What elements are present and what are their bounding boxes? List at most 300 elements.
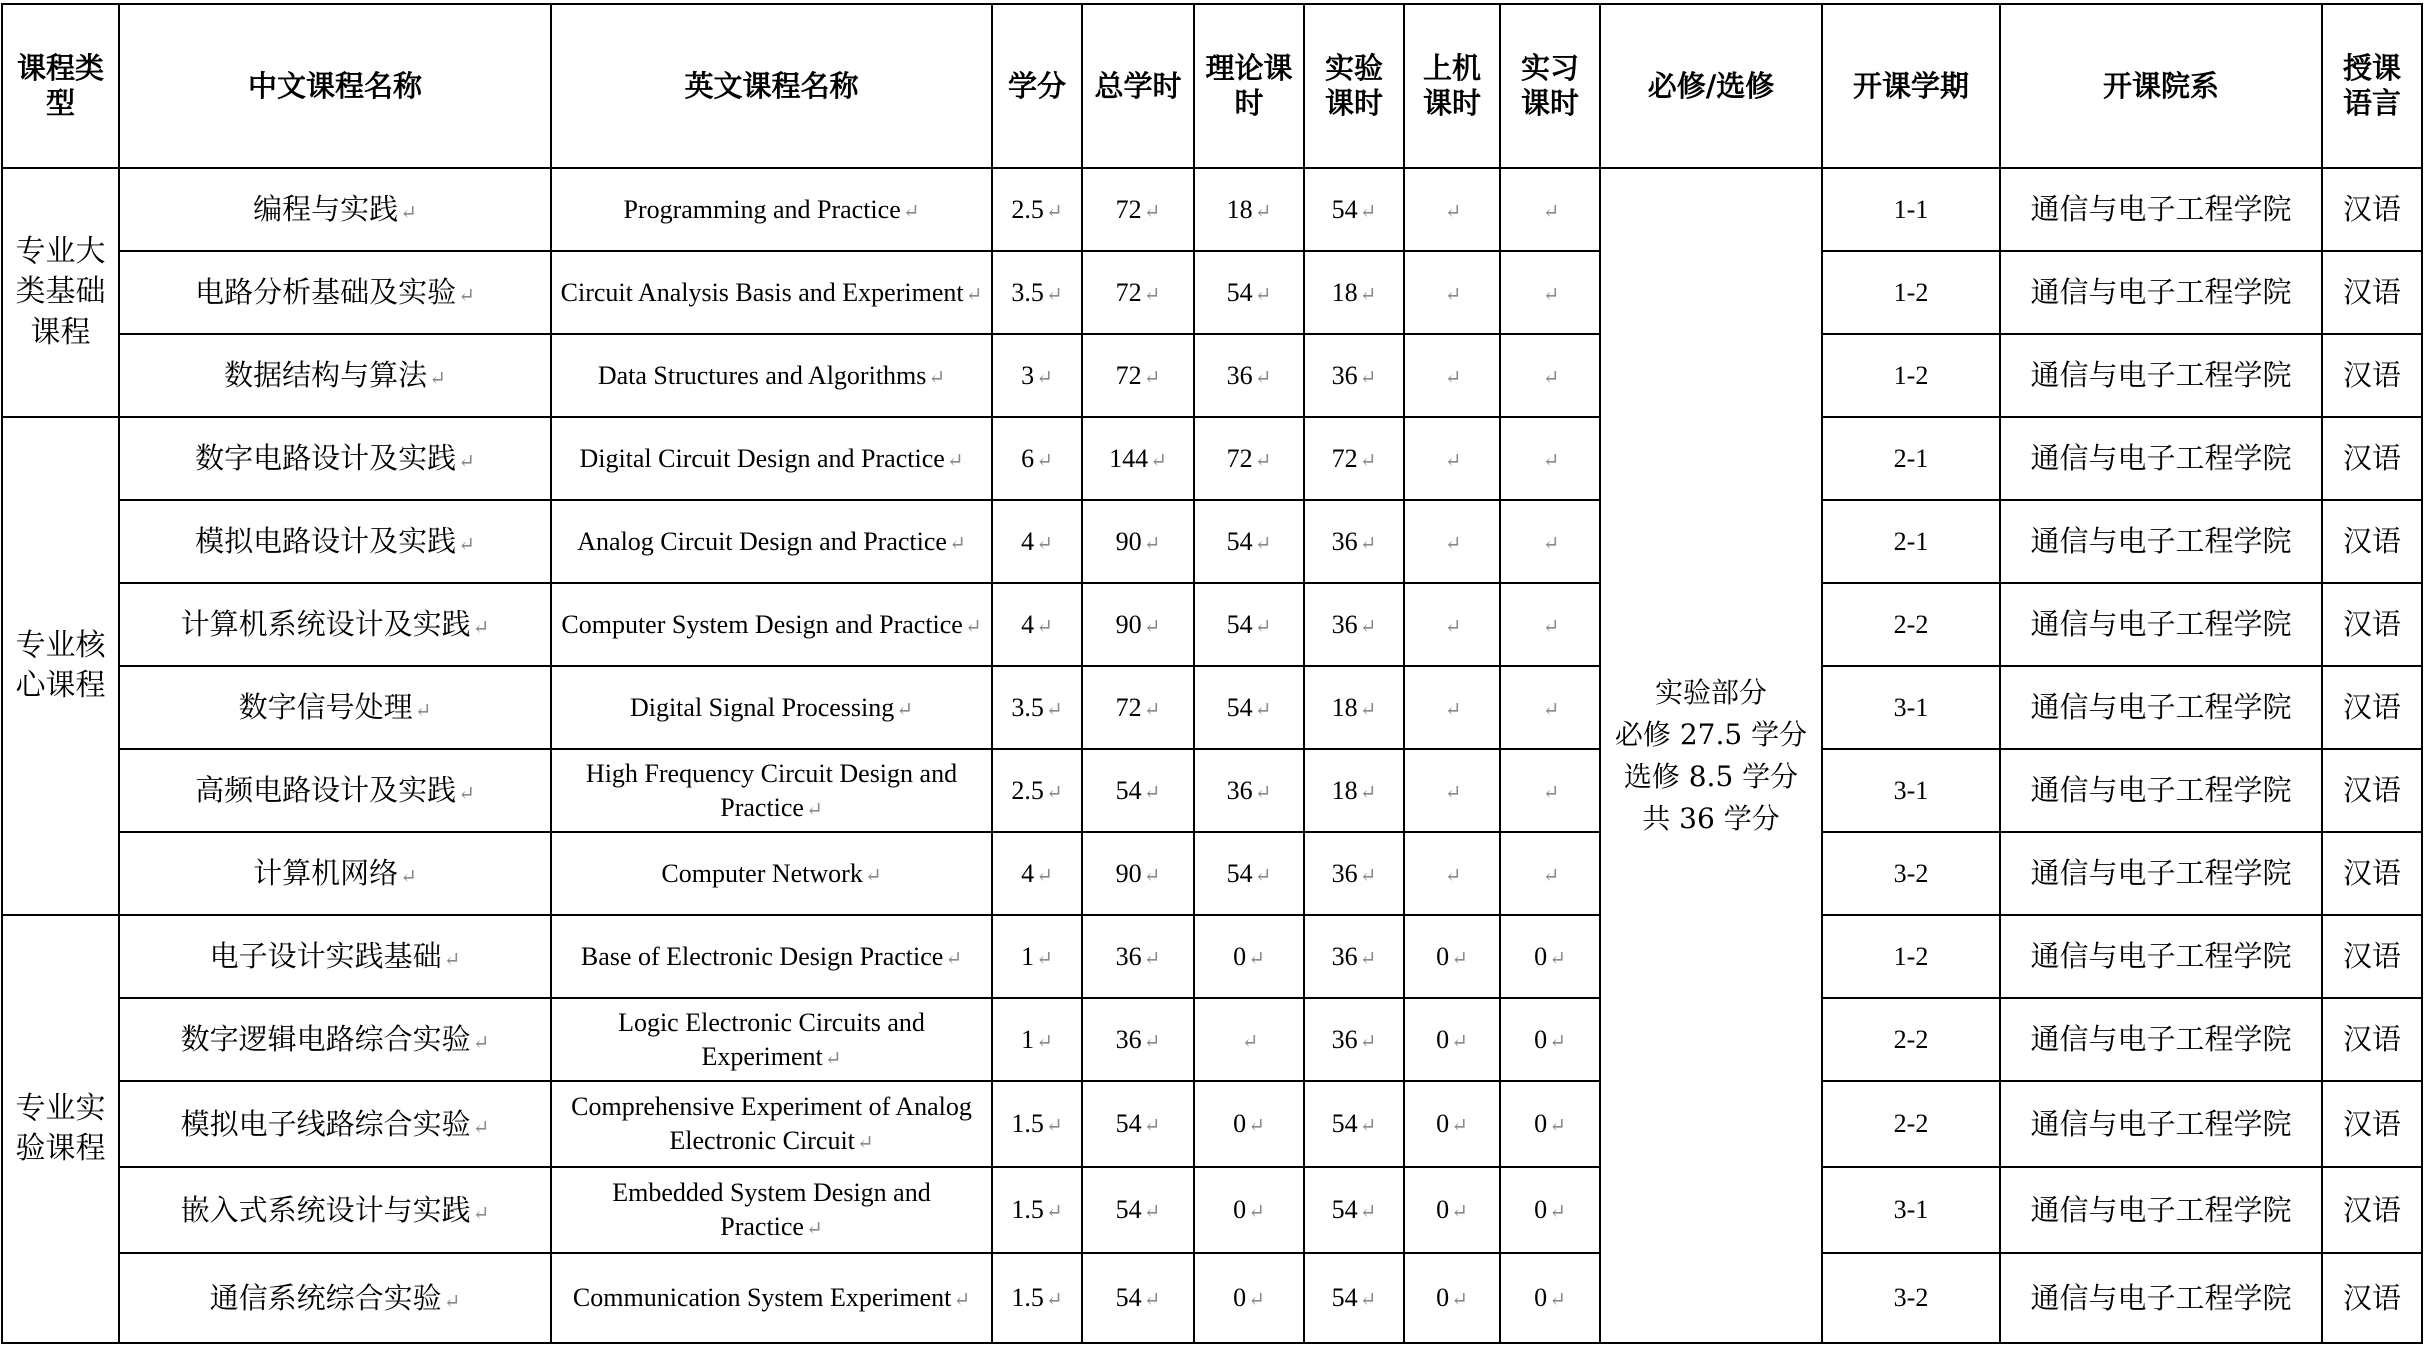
paragraph-mark-icon: ↵ xyxy=(1143,1289,1161,1312)
course-total-hours xyxy=(1082,666,1194,749)
course-en-name-value: Embedded System Design and Practice xyxy=(612,1178,931,1241)
course-credit xyxy=(992,251,1082,334)
course-en-name xyxy=(551,168,992,251)
paragraph-mark-icon: ↵ xyxy=(1254,366,1272,389)
course-department xyxy=(2000,417,2322,500)
course-credit xyxy=(992,998,1082,1081)
course-department-value: 通信与电子工程学院 xyxy=(2030,1192,2292,1227)
course-credit-value: 3.5 xyxy=(1011,277,1044,307)
course-department xyxy=(2000,749,2322,832)
course-lab-hours-value: 54 xyxy=(1331,1195,1358,1225)
course-theory-hours-value: 36 xyxy=(1226,360,1253,390)
course-department-value: 通信与电子工程学院 xyxy=(2030,939,2292,974)
course-department xyxy=(2000,998,2322,1081)
header-course-type: 课程类型 xyxy=(2,4,119,168)
course-total-hours-value: 90 xyxy=(1115,609,1142,639)
course-total-hours xyxy=(1082,915,1194,998)
course-lab-hours-value: 36 xyxy=(1331,360,1358,390)
course-theory-hours-value: 0 xyxy=(1233,1195,1247,1225)
course-internship-hours xyxy=(1500,168,1600,251)
course-theory-hours xyxy=(1194,749,1304,832)
course-department-value: 通信与电子工程学院 xyxy=(2030,1106,2292,1141)
course-category: 专业核心课程 xyxy=(2,417,119,915)
course-cn-name xyxy=(119,832,551,915)
course-en-name xyxy=(551,251,992,334)
paragraph-mark-icon: ↵ xyxy=(1359,366,1377,389)
course-computer-hours xyxy=(1404,1253,1500,1343)
paragraph-mark-icon: ↵ xyxy=(1549,947,1566,970)
paragraph-mark-icon: ↵ xyxy=(1045,200,1063,223)
course-category: 专业大类基础课程 xyxy=(2,168,119,417)
paragraph-mark-icon: ↵ xyxy=(414,698,432,723)
course-semester xyxy=(1822,168,2000,251)
paragraph-mark-icon: ↵ xyxy=(1143,864,1161,887)
course-cn-name-value: 嵌入式系统设计与实践 xyxy=(180,1192,471,1227)
paragraph-mark-icon: ↵ xyxy=(902,200,920,223)
course-total-hours-value: 54 xyxy=(1115,1283,1142,1313)
paragraph-mark-icon: ↵ xyxy=(472,615,490,640)
course-en-name-value: High Frequency Circuit Design and Practice xyxy=(585,758,958,822)
course-department xyxy=(2000,1253,2322,1343)
course-semester xyxy=(1822,500,2000,583)
course-total-hours xyxy=(1082,168,1194,251)
course-internship-hours-value: 0 xyxy=(1534,1109,1548,1139)
course-total-hours-value: 36 xyxy=(1115,1024,1142,1054)
table-row xyxy=(2,832,2422,915)
header-cn-name: 中文课程名称 xyxy=(119,4,551,168)
paragraph-mark-icon: ↵ xyxy=(1143,200,1161,223)
course-internship-hours xyxy=(1500,1167,1600,1253)
header-theory-hours: 理论课时 xyxy=(1194,4,1304,168)
course-lab-hours xyxy=(1304,334,1404,417)
course-semester xyxy=(1822,417,2000,500)
course-credit-value: 3 xyxy=(1021,360,1035,390)
course-theory-hours xyxy=(1194,417,1304,500)
course-en-name xyxy=(551,832,992,915)
course-semester-value: 3-1 xyxy=(1893,775,1929,805)
course-total-hours xyxy=(1082,1253,1194,1343)
course-semester xyxy=(1822,334,2000,417)
paragraph-mark-icon: ↵ xyxy=(1045,1289,1063,1312)
course-cn-name-value: 高频电路设计及实践 xyxy=(195,773,457,808)
course-department-value: 通信与电子工程学院 xyxy=(2030,607,2292,642)
table-row xyxy=(2,666,2422,749)
paragraph-mark-icon: ↵ xyxy=(472,1030,490,1055)
paragraph-mark-icon: ↵ xyxy=(1549,1030,1566,1053)
course-internship-hours xyxy=(1500,251,1600,334)
table-row xyxy=(2,168,2422,251)
course-semester-value: 3-1 xyxy=(1893,692,1929,722)
course-semester-value: 3-2 xyxy=(1893,858,1929,888)
course-credit xyxy=(992,500,1082,583)
course-en-name xyxy=(551,666,992,749)
course-credit xyxy=(992,749,1082,832)
course-department-value: 通信与电子工程学院 xyxy=(2030,1022,2292,1057)
paragraph-mark-icon: ↵ xyxy=(458,532,475,557)
course-semester xyxy=(1822,666,2000,749)
paragraph-mark-icon: ↵ xyxy=(965,283,983,306)
paragraph-mark-icon: ↵ xyxy=(1359,200,1377,223)
course-total-hours-value: 72 xyxy=(1115,692,1142,722)
course-total-hours xyxy=(1082,998,1194,1081)
course-language-value: 汉语 xyxy=(2342,607,2401,642)
course-theory-hours-value: 0 xyxy=(1233,1283,1247,1313)
course-department-value: 通信与电子工程学院 xyxy=(2030,275,2292,310)
course-language xyxy=(2322,334,2422,417)
course-credit xyxy=(992,915,1082,998)
course-total-hours xyxy=(1082,417,1194,500)
header-required: 必修/选修 xyxy=(1600,4,1822,168)
course-language-value: 汉语 xyxy=(2342,524,2401,559)
paragraph-mark-icon: ↵ xyxy=(1542,283,1560,306)
paragraph-mark-icon: ↵ xyxy=(443,1288,461,1313)
course-cn-name xyxy=(119,500,551,583)
course-table-body xyxy=(2,168,2422,1343)
course-language-value: 汉语 xyxy=(2342,856,2401,891)
course-department xyxy=(2000,251,2322,334)
course-credit xyxy=(992,1253,1082,1343)
paragraph-mark-icon: ↵ xyxy=(1444,366,1462,389)
course-cn-name xyxy=(119,666,551,749)
course-department-value: 通信与电子工程学院 xyxy=(2030,856,2292,891)
paragraph-mark-icon: ↵ xyxy=(1254,200,1272,223)
course-computer-hours xyxy=(1404,1167,1500,1253)
paragraph-mark-icon: ↵ xyxy=(1549,1201,1566,1224)
paragraph-mark-icon: ↵ xyxy=(1036,449,1053,472)
course-en-name-value: Base of Electronic Design Practice xyxy=(580,941,944,971)
paragraph-mark-icon: ↵ xyxy=(864,864,882,887)
course-theory-hours xyxy=(1194,998,1304,1081)
paragraph-mark-icon: ↵ xyxy=(1143,1030,1161,1053)
paragraph-mark-icon: ↵ xyxy=(1254,864,1272,887)
course-lab-hours-value: 54 xyxy=(1331,1109,1358,1139)
course-lab-hours-value: 54 xyxy=(1331,1283,1358,1313)
course-language xyxy=(2322,500,2422,583)
course-semester-value: 1-2 xyxy=(1893,941,1929,971)
course-credit xyxy=(992,168,1082,251)
course-en-name xyxy=(551,915,992,998)
paragraph-mark-icon: ↵ xyxy=(1143,1201,1161,1224)
course-lab-hours xyxy=(1304,1081,1404,1167)
course-internship-hours xyxy=(1500,583,1600,666)
course-computer-hours xyxy=(1404,583,1500,666)
course-theory-hours xyxy=(1194,251,1304,334)
course-en-name-value: Programming and Practice xyxy=(623,194,901,224)
header-language: 授课语言 xyxy=(2322,4,2422,168)
header-department: 开课院系 xyxy=(2000,4,2322,168)
course-cn-name xyxy=(119,1167,551,1253)
course-table-container xyxy=(1,3,2423,1344)
course-internship-hours xyxy=(1500,334,1600,417)
paragraph-mark-icon: ↵ xyxy=(1254,283,1272,306)
course-computer-hours xyxy=(1404,832,1500,915)
course-language xyxy=(2322,251,2422,334)
course-lab-hours-value: 36 xyxy=(1331,941,1358,971)
header-computer-hours: 上机课时 xyxy=(1404,4,1500,168)
paragraph-mark-icon: ↵ xyxy=(1036,532,1053,555)
course-language xyxy=(2322,1253,2422,1343)
course-cn-name xyxy=(119,168,551,251)
paragraph-mark-icon: ↵ xyxy=(1444,864,1462,887)
required-note-line: 必修 27.5 学分 xyxy=(1614,717,1808,751)
paragraph-mark-icon: ↵ xyxy=(946,449,964,472)
required-note-line: 实验部分 xyxy=(1654,675,1767,709)
paragraph-mark-icon: ↵ xyxy=(1143,366,1161,389)
paragraph-mark-icon: ↵ xyxy=(1359,283,1377,306)
paragraph-mark-icon: ↵ xyxy=(1143,698,1161,721)
paragraph-mark-icon: ↵ xyxy=(1451,1030,1468,1053)
course-credit-value: 1 xyxy=(1021,941,1035,971)
table-row xyxy=(2,998,2422,1081)
course-en-name xyxy=(551,583,992,666)
paragraph-mark-icon: ↵ xyxy=(1444,698,1462,721)
course-en-name xyxy=(551,334,992,417)
paragraph-mark-icon: ↵ xyxy=(1451,1201,1468,1224)
paragraph-mark-icon: ↵ xyxy=(1045,781,1063,804)
course-theory-hours-value: 18 xyxy=(1226,194,1253,224)
paragraph-mark-icon: ↵ xyxy=(1444,449,1462,472)
paragraph-mark-icon: ↵ xyxy=(1451,1115,1468,1138)
course-total-hours xyxy=(1082,1167,1194,1253)
course-internship-hours xyxy=(1500,998,1600,1081)
course-total-hours xyxy=(1082,251,1194,334)
paragraph-mark-icon: ↵ xyxy=(1451,947,1468,970)
course-semester-value: 1-1 xyxy=(1893,194,1929,224)
course-department xyxy=(2000,666,2322,749)
paragraph-mark-icon: ↵ xyxy=(1150,449,1167,472)
course-computer-hours-value: 0 xyxy=(1436,1283,1450,1313)
course-lab-hours xyxy=(1304,417,1404,500)
course-lab-hours-value: 36 xyxy=(1331,609,1358,639)
paragraph-mark-icon: ↵ xyxy=(1045,283,1063,306)
paragraph-mark-icon: ↵ xyxy=(1036,1030,1053,1053)
paragraph-mark-icon: ↵ xyxy=(805,1218,823,1240)
course-computer-hours xyxy=(1404,168,1500,251)
course-language xyxy=(2322,998,2422,1081)
course-total-hours-value: 72 xyxy=(1115,360,1142,390)
course-lab-hours-value: 18 xyxy=(1331,277,1358,307)
course-semester-value: 3-1 xyxy=(1893,1195,1929,1225)
course-department xyxy=(2000,1081,2322,1167)
paragraph-mark-icon: ↵ xyxy=(400,200,417,225)
course-internship-hours xyxy=(1500,832,1600,915)
course-language xyxy=(2322,583,2422,666)
course-internship-hours xyxy=(1500,915,1600,998)
course-semester xyxy=(1822,749,2000,832)
paragraph-mark-icon: ↵ xyxy=(1444,781,1462,804)
course-semester xyxy=(1822,832,2000,915)
course-semester-value: 2-2 xyxy=(1893,609,1929,639)
course-total-hours xyxy=(1082,583,1194,666)
paragraph-mark-icon: ↵ xyxy=(1359,698,1377,721)
course-department-value: 通信与电子工程学院 xyxy=(2030,1280,2292,1315)
course-lab-hours-value: 36 xyxy=(1331,1024,1358,1054)
course-credit xyxy=(992,417,1082,500)
course-en-name-value: Analog Circuit Design and Practice xyxy=(577,526,947,556)
table-row xyxy=(2,251,2422,334)
course-en-name xyxy=(551,749,992,832)
paragraph-mark-icon: ↵ xyxy=(1045,698,1063,721)
paragraph-mark-icon: ↵ xyxy=(472,1114,490,1139)
header-internship-hours: 实习课时 xyxy=(1500,4,1600,168)
course-lab-hours-value: 36 xyxy=(1331,526,1358,556)
table-row xyxy=(2,334,2422,417)
course-language xyxy=(2322,417,2422,500)
course-internship-hours xyxy=(1500,417,1600,500)
paragraph-mark-icon: ↵ xyxy=(1241,1030,1259,1053)
table-row xyxy=(2,500,2422,583)
course-computer-hours-value: 0 xyxy=(1436,1024,1450,1054)
paragraph-mark-icon: ↵ xyxy=(1036,947,1053,970)
course-language-value: 汉语 xyxy=(2342,1022,2401,1057)
paragraph-mark-icon: ↵ xyxy=(1143,615,1161,638)
paragraph-mark-icon: ↵ xyxy=(948,532,966,555)
course-department-value: 通信与电子工程学院 xyxy=(2030,524,2292,559)
course-internship-hours-value: 0 xyxy=(1534,1195,1548,1225)
course-en-name-value: Computer System Design and Practice xyxy=(561,609,963,639)
course-internship-hours-value: 0 xyxy=(1534,1024,1548,1054)
course-cn-name-value: 计算机系统设计及实践 xyxy=(180,607,471,642)
course-theory-hours-value: 54 xyxy=(1226,609,1253,639)
course-cn-name-value: 电子设计实践基础 xyxy=(209,939,442,974)
course-en-name-value: Digital Signal Processing xyxy=(629,692,895,722)
course-department-value: 通信与电子工程学院 xyxy=(2030,690,2292,725)
paragraph-mark-icon: ↵ xyxy=(1542,781,1560,804)
course-cn-name-value: 数字信号处理 xyxy=(238,690,413,725)
course-lab-hours xyxy=(1304,1253,1404,1343)
paragraph-mark-icon: ↵ xyxy=(1542,615,1560,638)
course-total-hours-value: 90 xyxy=(1115,526,1142,556)
paragraph-mark-icon: ↵ xyxy=(1248,1289,1265,1312)
paragraph-mark-icon: ↵ xyxy=(1542,698,1560,721)
course-semester xyxy=(1822,998,2000,1081)
course-cn-name-value: 模拟电子线路综合实验 xyxy=(180,1106,471,1141)
paragraph-mark-icon: ↵ xyxy=(1359,1115,1377,1138)
table-row xyxy=(2,417,2422,500)
course-total-hours xyxy=(1082,500,1194,583)
course-department xyxy=(2000,334,2322,417)
course-department-value: 通信与电子工程学院 xyxy=(2030,358,2292,393)
paragraph-mark-icon: ↵ xyxy=(824,1047,842,1070)
paragraph-mark-icon: ↵ xyxy=(1359,1201,1377,1224)
course-language xyxy=(2322,749,2422,832)
paragraph-mark-icon: ↵ xyxy=(928,366,946,389)
paragraph-mark-icon: ↵ xyxy=(1143,532,1161,555)
course-language-value: 汉语 xyxy=(2342,275,2401,310)
course-department xyxy=(2000,583,2322,666)
course-language xyxy=(2322,168,2422,251)
course-semester xyxy=(1822,1081,2000,1167)
course-cn-name-value: 编程与实践 xyxy=(253,192,399,227)
course-computer-hours-value: 0 xyxy=(1436,1195,1450,1225)
paragraph-mark-icon: ↵ xyxy=(1359,1289,1377,1312)
paragraph-mark-icon: ↵ xyxy=(1444,200,1462,223)
course-credit-value: 1 xyxy=(1021,1024,1035,1054)
course-language xyxy=(2322,915,2422,998)
course-theory-hours xyxy=(1194,832,1304,915)
course-en-name xyxy=(551,500,992,583)
course-cn-name-value: 模拟电路设计及实践 xyxy=(195,524,457,559)
course-en-name-value: Circuit Analysis Basis and Experiment xyxy=(560,277,964,307)
paragraph-mark-icon: ↵ xyxy=(458,449,475,474)
course-theory-hours-value: 54 xyxy=(1226,858,1253,888)
paragraph-mark-icon: ↵ xyxy=(1451,1289,1468,1312)
course-cn-name xyxy=(119,915,551,998)
course-en-name-value: Comprehensive Experiment of Analog Electronic Circuit xyxy=(571,1092,972,1155)
course-theory-hours xyxy=(1194,1081,1304,1167)
course-semester-value: 2-2 xyxy=(1893,1024,1929,1054)
table-row xyxy=(2,749,2422,832)
course-language-value: 汉语 xyxy=(2342,1192,2401,1227)
paragraph-mark-icon: ↵ xyxy=(1359,532,1377,555)
course-internship-hours-value: 0 xyxy=(1534,941,1548,971)
required-note-line: 选修 8.5 学分 xyxy=(1623,759,1799,793)
course-language-value: 汉语 xyxy=(2342,192,2401,227)
course-credit xyxy=(992,583,1082,666)
paragraph-mark-icon: ↵ xyxy=(1248,1115,1265,1138)
table-row xyxy=(2,915,2422,998)
course-credit xyxy=(992,832,1082,915)
course-lab-hours xyxy=(1304,998,1404,1081)
required-note-line: 共 36 学分 xyxy=(1642,801,1780,835)
course-theory-hours xyxy=(1194,1167,1304,1253)
course-semester xyxy=(1822,915,2000,998)
course-semester-value: 3-2 xyxy=(1893,1283,1929,1313)
course-theory-hours-value: 0 xyxy=(1233,941,1247,971)
paragraph-mark-icon: ↵ xyxy=(1359,947,1377,970)
table-row xyxy=(2,1253,2422,1343)
course-semester-value: 1-2 xyxy=(1893,277,1929,307)
course-cn-name xyxy=(119,998,551,1081)
course-internship-hours-value: 0 xyxy=(1534,1283,1548,1313)
paragraph-mark-icon: ↵ xyxy=(1542,366,1560,389)
course-lab-hours-value: 54 xyxy=(1331,194,1358,224)
course-department-value: 通信与电子工程学院 xyxy=(2030,441,2292,476)
course-department xyxy=(2000,500,2322,583)
course-en-name xyxy=(551,998,992,1081)
course-theory-hours xyxy=(1194,583,1304,666)
course-credit-value: 4 xyxy=(1021,526,1035,556)
paragraph-mark-icon: ↵ xyxy=(1549,1289,1566,1312)
course-credit-value: 4 xyxy=(1021,858,1035,888)
paragraph-mark-icon: ↵ xyxy=(1549,1115,1566,1138)
course-semester-value: 2-2 xyxy=(1893,1109,1929,1139)
course-credit xyxy=(992,334,1082,417)
course-credit xyxy=(992,666,1082,749)
course-en-name xyxy=(551,1253,992,1343)
table-row xyxy=(2,583,2422,666)
paragraph-mark-icon: ↵ xyxy=(856,1132,874,1154)
paragraph-mark-icon: ↵ xyxy=(1036,864,1053,887)
course-theory-hours xyxy=(1194,334,1304,417)
course-lab-hours xyxy=(1304,915,1404,998)
course-theory-hours-value: 54 xyxy=(1226,277,1253,307)
course-lab-hours-value: 18 xyxy=(1331,775,1358,805)
paragraph-mark-icon: ↵ xyxy=(1254,532,1272,555)
course-semester xyxy=(1822,251,2000,334)
course-credit-value: 3.5 xyxy=(1011,692,1044,722)
course-internship-hours xyxy=(1500,1253,1600,1343)
course-department xyxy=(2000,915,2322,998)
course-total-hours xyxy=(1082,832,1194,915)
course-department-value: 通信与电子工程学院 xyxy=(2030,773,2292,808)
course-lab-hours xyxy=(1304,500,1404,583)
course-lab-hours xyxy=(1304,1167,1404,1253)
course-cn-name xyxy=(119,251,551,334)
course-theory-hours-value: 36 xyxy=(1226,775,1253,805)
course-en-name-value: Computer Network xyxy=(661,858,863,888)
paragraph-mark-icon: ↵ xyxy=(429,366,446,391)
